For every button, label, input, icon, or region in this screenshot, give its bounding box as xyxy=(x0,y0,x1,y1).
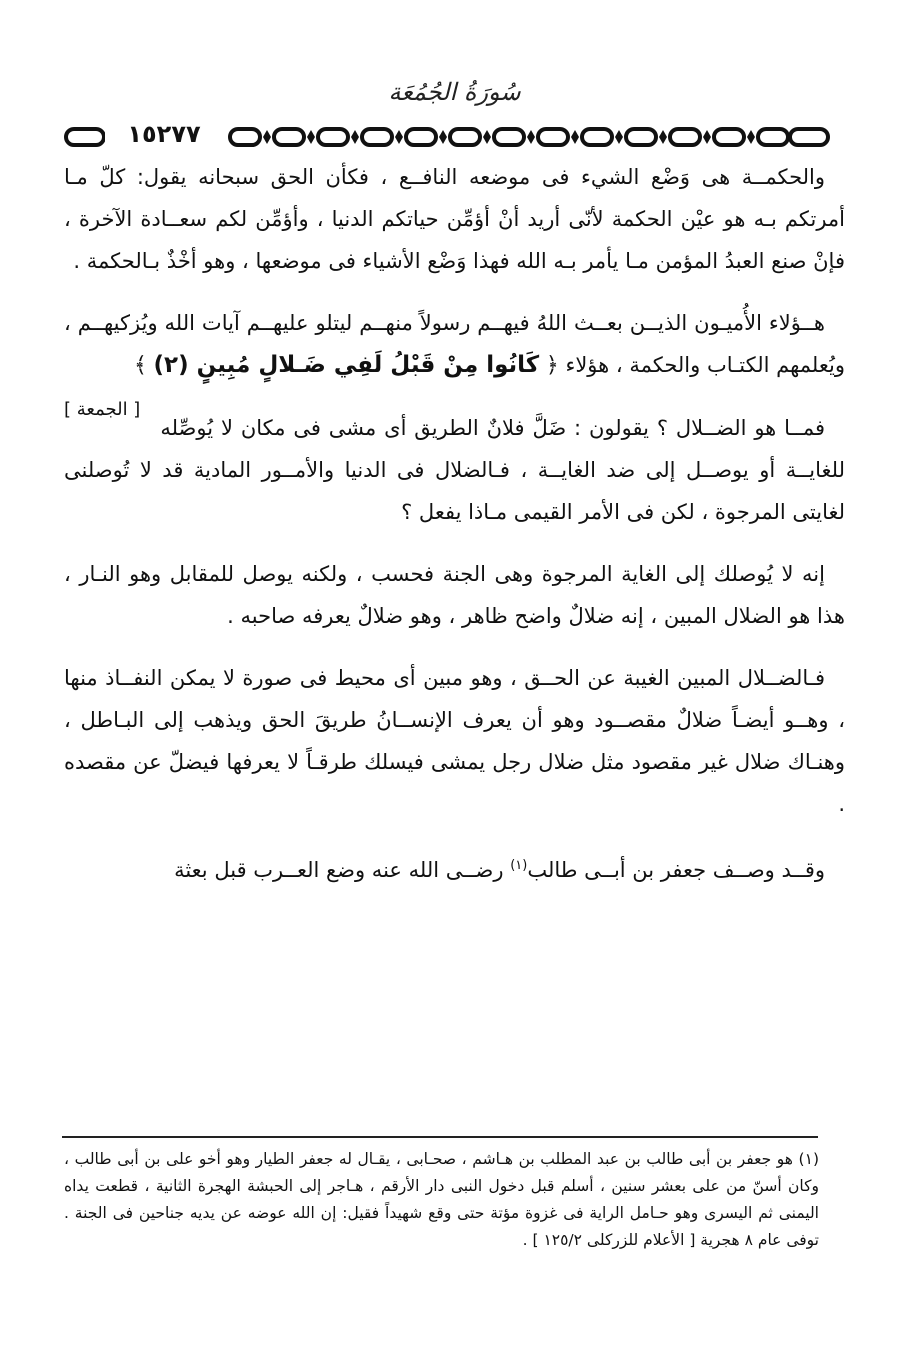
paragraph-quran-verse xyxy=(64,302,845,420)
jafar-text-start: وقــد وصــف جعفر بن أبــى طالب xyxy=(527,858,825,882)
jafar-text-end: رضــى الله عنه وضع العــرب قبل بعثة xyxy=(174,858,511,882)
footnote-divider xyxy=(62,1136,818,1138)
page-number: ١٥٢٧٧ xyxy=(105,119,223,149)
footnote-text: (١) هو جعفر بن أبى طالب بن عبد المطلب بن هـاشم ، صحـابى ، يقـال له جعفر الطيار وهو أخو على بن أبى طالب ، وكان أسنّ من على بعشر سنين ، أسلم قبل دخول النبى دار الأرقم ، هـاجر إلى الحبشة الهجرة الثانية ، قطعت يداه اليمنى ثم اليسرى وهو حـامل الراية فى غزوة مؤتة حتى وقع شهيداً فقيل: إن الله عوضه عن يديه جناحين فى الجنة . توفى عام ٨ هجرية [ الأعلام للزركلى ١٢٥/٢ ] . xyxy=(64,1150,819,1249)
quran-verse: كَانُوا مِنْ قَبْلُ لَفِي ضَـلالٍ مُبِينٍ (٢) xyxy=(153,352,540,378)
ornate-bracket-close: ﴾ xyxy=(133,353,147,378)
verse-intro-text: هــؤلاء الأُميـون الذيــن بعــث اللهُ فيهــم رسولاً منهــم ليتلو عليهــم آيات الله ويُزكيهــم ، ويُعلمهم الكتـاب والحكمة ، هؤلاء xyxy=(64,311,845,377)
paragraph-intended-misguidance: فـالضــلال المبين الغيبة عن الحــق ، وهو مبين أى محيط فى صورة لا يمكن النفــاذ منها ، وهــو أيضـاً ضلالٌ مقصــود وهو أن يعرف الإنســانُ طريقَ الحق ويذهب إلى البـاطل ، وهنـاك ضلال غير مقصود مثل ضلال رجل يمشى فيسلك طرقـاً لا يعرفها فيضلّ عن مقصده . xyxy=(64,666,845,816)
ornate-bracket-open: ﴿ xyxy=(545,353,559,378)
paragraph-jafar xyxy=(64,845,845,891)
main-text xyxy=(64,156,845,911)
paragraph-clear-misguidance: إنه لا يُوصلك إلى الغاية المرجوة وهى الجنة فحسب ، ولكنه يوصل للمقابل وهو النـار ، هذا هو الضلال المبين ، إنه ضلالٌ واضح ظاهر ، وهو ضلالٌ يعرفه صاحبه . xyxy=(64,562,845,628)
paragraph-wisdom: والحكمــة هى وَضْع الشيء فى موضعه النافــع ، فكأن الحق سبحانه يقول: كلّ مـا أمرتكم بـه هو عيْن الحكمة لأنّى أريد أنْ أؤمِّن حياتكم الدنيا ، وأؤمِّن لكم سعــادة الآخرة ، فإنْ صنع العبدُ المؤمن مـا يأمر بـه الله فهذا وَضْع الأشياء فى موضعها ، وهو أخْذٌ بـالحكمة . xyxy=(64,165,845,273)
footnote-marker: (١) xyxy=(510,858,528,873)
surah-reference: [ الجمعة ] xyxy=(64,399,141,420)
surah-title: سُورَةُ الجُمُعَة xyxy=(388,78,521,106)
footnote xyxy=(64,1146,819,1254)
paragraph-misguidance: فمــا هو الضــلال ؟ يقولون : ضَلَّ فلانٌ الطريق أى مشى فى مكان لا يُوصِّله للغايــة أو يوصــل إلى ضد الغايــة ، فـالضلال فى الدنيا والأمــور المادية قد لا تُوصلنى لغايتى المرجوة ، لكن فى الأمر القيمى مـاذا يفعل ؟ xyxy=(64,416,845,524)
